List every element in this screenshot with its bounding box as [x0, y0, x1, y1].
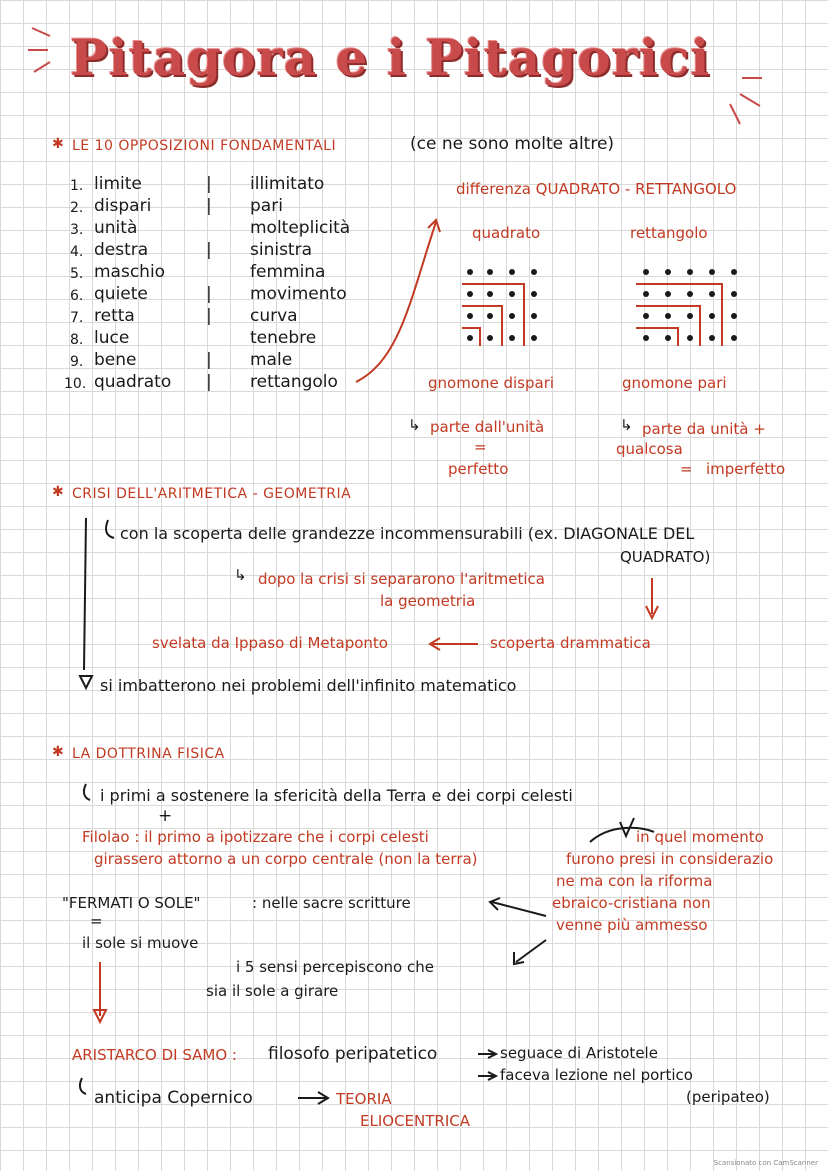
pair-separator: |: [206, 174, 212, 194]
pair-left: retta: [94, 306, 135, 326]
fermati-quote: "FERMATI O SOLE": [62, 894, 201, 912]
pair-left: dispari: [94, 196, 152, 216]
pair-num: 9.: [70, 354, 84, 370]
pair-left: luce: [94, 328, 130, 348]
square-dot-grid: [462, 269, 537, 346]
seguace-text: seguace di Aristotele: [500, 1044, 658, 1062]
pair-num: 10.: [64, 376, 87, 392]
pair-num: 3.: [70, 222, 84, 238]
svelata-text: svelata da Ippaso di Metaponto: [152, 634, 388, 652]
crisis-line1b: QUADRATO): [620, 548, 711, 566]
pair-right: tenebre: [250, 328, 317, 348]
crisis-line2a: dopo la crisi si separarono l'aritmetica: [258, 570, 545, 588]
pair-separator: |: [206, 284, 212, 304]
sole-muove: il sole si muove: [82, 934, 199, 952]
pair-right: male: [250, 350, 293, 370]
section2-heading: CRISI DELL'ARITMETICA - GEOMETRIA: [72, 486, 352, 502]
pair-right: pari: [250, 196, 283, 216]
curl-icon: [84, 784, 90, 800]
square-label: quadrato: [472, 224, 541, 242]
curl-icon: [106, 520, 114, 538]
pair-num: 2.: [70, 200, 84, 216]
arrow-icon: [492, 902, 546, 916]
rect-label: rettangolo: [630, 224, 708, 242]
scoperta-text: scoperta drammatica: [490, 634, 651, 652]
pair-left: maschio: [94, 262, 166, 282]
note-line5: venne più ammesso: [556, 916, 708, 934]
rectangle-dot-grid: [636, 269, 737, 346]
section3-heading: LA DOTTRINA FISICA: [72, 746, 225, 762]
sensi-line2: sia il sole a girare: [206, 982, 339, 1000]
page-title: Pitagora e i Pitagorici: [70, 28, 711, 87]
curl-arrow-icon: ↳: [234, 566, 247, 584]
peripateo-text: (peripateo): [686, 1088, 770, 1106]
odd-desc: parte dall'unità: [430, 418, 545, 436]
pair-right: sinistra: [250, 240, 313, 260]
filosofo-text: filosofo peripatetico: [268, 1044, 438, 1064]
note-line4: ebraico-cristiana non: [552, 894, 711, 912]
pair-num: 6.: [70, 288, 84, 304]
pair-right: rettangolo: [250, 372, 338, 392]
pair-separator: |: [206, 350, 212, 370]
even-result: imperfetto: [706, 460, 786, 478]
pair-right: femmina: [250, 262, 326, 282]
odd-eq: =: [474, 438, 487, 456]
even-desc-1: parte da unità +: [642, 420, 766, 438]
pair-right: illimitato: [250, 174, 325, 194]
anticipa-text: anticipa Copernico: [94, 1088, 253, 1108]
pair-left: destra: [94, 240, 149, 260]
pair-num: 8.: [70, 332, 84, 348]
note-line1: in quel momento: [636, 828, 764, 846]
pair-separator: |: [206, 306, 212, 326]
filolao-b: girassero attorno a un corpo centrale (non la terra): [94, 850, 478, 868]
scritture-text: : nelle sacre scritture: [252, 894, 411, 912]
bullet-icon: ✱: [52, 744, 65, 760]
lezione-text: faceva lezione nel portico: [500, 1066, 693, 1084]
pair-num: 1.: [70, 178, 84, 194]
note-line2: furono presi in considerazio: [566, 850, 774, 868]
pair-left: unità: [94, 218, 138, 238]
diff-title: differenza QUADRATO - RETTANGOLO: [456, 180, 737, 198]
pair-separator: |: [206, 240, 212, 260]
crisis-line3: si imbatterono nei problemi dell'infinito matematico: [100, 676, 517, 695]
teoria-line1: TEORIA: [336, 1090, 392, 1108]
crisis-line1: con la scoperta delle grandezze incommensurabili (ex. DIAGONALE DEL: [120, 524, 695, 543]
bullet-icon: ✱: [52, 136, 65, 152]
arrow-icon: [516, 940, 546, 962]
section1-note: (ce ne sono molte altre): [410, 134, 615, 154]
pair-num: 5.: [70, 266, 84, 282]
curl-arrow-icon: ↳: [620, 416, 633, 434]
plus-sign: +: [158, 806, 173, 826]
gnomon-odd-label: gnomone dispari: [428, 374, 555, 392]
arrow-icon: [356, 222, 436, 382]
pair-right: curva: [250, 306, 298, 326]
curl-arrow-icon: ↳: [408, 416, 421, 434]
sparkle-icon: [28, 28, 762, 124]
pair-left: limite: [94, 174, 142, 194]
even-desc-2: qualcosa: [616, 440, 683, 458]
footer-watermark: Scansionato con CamScanner: [713, 1159, 818, 1167]
even-eq: =: [680, 460, 693, 478]
pair-right: movimento: [250, 284, 347, 304]
sensi-line1: i 5 sensi percepiscono che: [236, 958, 434, 976]
arrow-icon: [80, 676, 92, 688]
pair-separator: |: [206, 196, 212, 216]
pair-right: molteplicità: [250, 218, 351, 238]
pair-left: bene: [94, 350, 137, 370]
pair-num: 7.: [70, 310, 84, 326]
aristarco-label: ARISTARCO DI SAMO :: [72, 1046, 237, 1064]
curl-icon: [80, 1078, 86, 1094]
section1-heading: LE 10 OPPOSIZIONI FONDAMENTALI: [72, 138, 337, 154]
teoria-line2: ELIOCENTRICA: [360, 1112, 470, 1130]
physics-line1: i primi a sostenere la sfericità della Terra e dei corpi celesti: [100, 786, 573, 805]
pair-left: quadrato: [94, 372, 172, 392]
filolao-a: Filolao : il primo a ipotizzare che i corpi celesti: [82, 828, 429, 846]
gnomon-even-label: gnomone pari: [622, 374, 727, 392]
bullet-icon: ✱: [52, 484, 65, 500]
check-arc: [590, 828, 654, 842]
odd-result: perfetto: [448, 460, 509, 478]
pair-left: quiete: [94, 284, 148, 304]
crisis-line2b: la geometria: [380, 592, 476, 610]
pair-separator: |: [206, 372, 212, 392]
note-line3: ne ma con la riforma: [556, 872, 713, 890]
vertical-bracket: [84, 518, 86, 670]
equals-sign: =: [90, 912, 103, 930]
pair-num: 4.: [70, 244, 84, 260]
